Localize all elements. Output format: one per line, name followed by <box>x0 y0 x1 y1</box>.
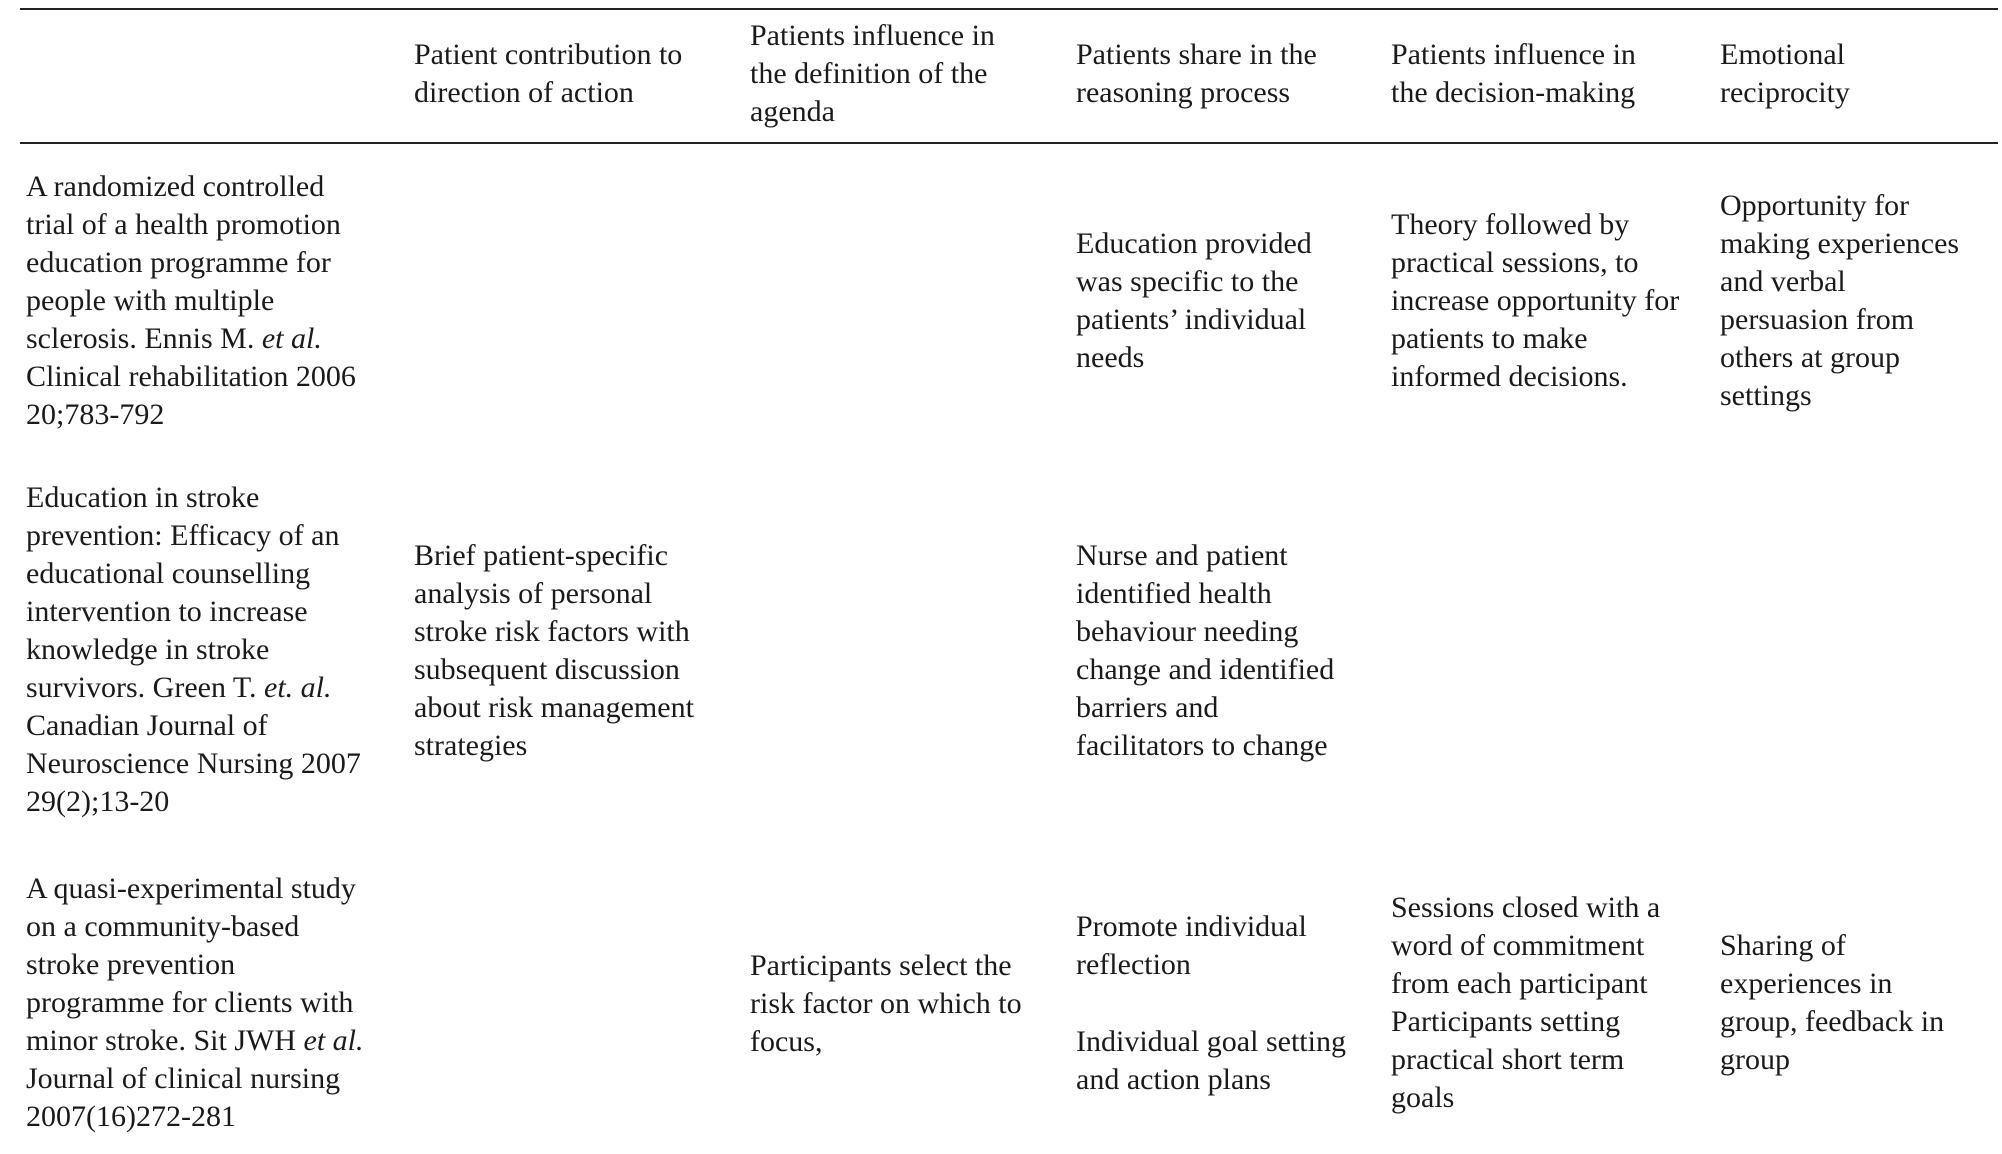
row-3-decision: Sessions closed with a word of commitment from each participant Participants setting practical short term goals <box>1391 891 1661 1114</box>
row-3-emotional: Sharing of experiences in group, feedback in group <box>1720 929 1945 1076</box>
row-2-direction: Brief patient-specific analysis of personal stroke risk factors with subsequent discussion about risk management strategies <box>414 539 694 762</box>
row-2-study-journal: Canadian Journal of Neuroscience Nursing 2007 29(2);13-20 <box>26 709 361 818</box>
row-1-study-title: A randomized controlled trial of a health promotion education programme for people with multiple sclerosis. Ennis M. <box>26 170 341 355</box>
row-3-study-journal: Journal of clinical nursing 2007(16)272-281 <box>26 1062 341 1133</box>
row-2-study <box>26 479 402 821</box>
row-3-reasoning: Promote individual reflection <box>1076 910 1307 981</box>
row-3-study <box>26 870 402 1136</box>
table-top-rule <box>20 8 1998 10</box>
header-direction-of-action: Patient contribution to direction of action <box>414 38 683 109</box>
header-emotional-reciprocity: Emotional reciprocity <box>1720 38 1850 109</box>
header-reasoning-process: Patients share in the reasoning process <box>1076 38 1317 109</box>
row-3-study-title: A quasi-experimental study on a community-based stroke prevention programme for clients with minor stroke. Sit JWH <box>26 872 356 1057</box>
row-1-decision: Theory followed by practical sessions, to increase opportunity for patients to make informed decisions. <box>1391 208 1680 393</box>
row-2-reasoning: Nurse and patient identified health behaviour needing change and identified barriers and facilitators to change <box>1076 539 1335 762</box>
row-2-study-etal: et. al. <box>264 671 332 704</box>
row-2-study-title: Education in stroke prevention: Efficacy of an educational counselling intervention to increase knowledge in stroke survivors. Green T. <box>26 481 340 704</box>
row-1-emotional: Opportunity for making experiences and verbal persuasion from others at group settings <box>1720 189 1960 412</box>
row-1-study <box>26 168 402 434</box>
row-1-study-journal: Clinical rehabilitation 2006 20;783-792 <box>26 360 356 431</box>
header-divider-rule <box>20 142 1998 144</box>
row-1-study-etal: et al. <box>261 322 322 355</box>
row-3-agenda: Participants select the risk factor on which to focus, <box>750 949 1022 1058</box>
row-3-reasoning-goals: Individual goal setting and action plans <box>1076 1025 1346 1096</box>
header-definition-of-agenda: Patients influence in the definition of the agenda <box>750 19 995 128</box>
row-1-reasoning: Education provided was specific to the patients’ individual needs <box>1076 227 1312 374</box>
row-3-study-etal: et al. <box>303 1024 364 1057</box>
header-decision-making: Patients influence in the decision-making <box>1391 38 1636 109</box>
